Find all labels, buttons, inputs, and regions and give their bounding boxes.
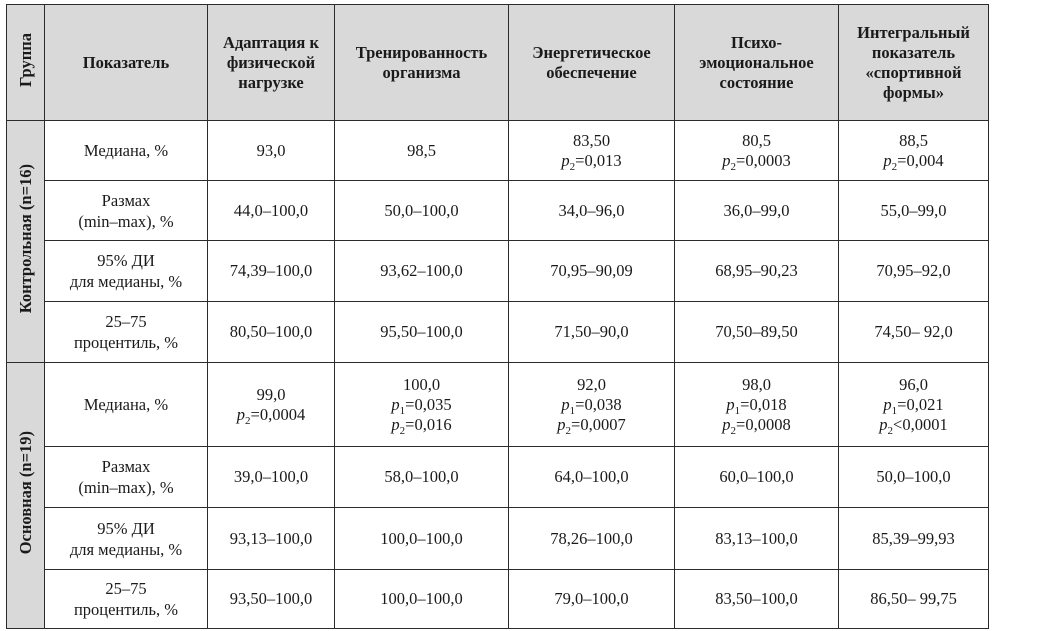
data-cell [675,508,839,570]
cell-value: 96,0 [899,374,928,394]
p-value [843,395,984,415]
row-label-line: для медианы, % [69,539,183,559]
data-cell [208,241,335,302]
cell-value: 95,50–100,0 [380,322,463,341]
data-cell [208,363,335,447]
row-label-line: для медианы, % [69,272,183,291]
cell-value: 100,0 [402,374,441,394]
p-symbol: p [561,394,570,414]
p-number: =0,016 [405,414,452,434]
cell-value: 36,0–99,0 [723,200,790,220]
row-label [45,241,208,302]
cell-value: 44,0–100,0 [233,200,309,220]
group-cell [7,121,45,363]
row-label-line: процентиль, % [73,333,179,352]
header-column-line: эмоциональное [699,52,814,72]
data-cell [839,363,989,447]
p-value [339,415,504,435]
p-subscript: 1 [734,404,741,417]
cell-value: 93,62–100,0 [380,261,463,280]
data-cell [675,363,839,447]
row-label-line: Медиана, % [83,395,169,414]
header-column-line: обеспечение [546,62,637,82]
p-subscript: 2 [730,160,737,173]
header-column-line: организма [382,62,461,82]
cell-value: 64,0–100,0 [554,467,629,486]
header-column-line: Психо- [730,32,783,52]
row-label-line: 95% ДИ [97,518,155,538]
row-label-line: 95% ДИ [97,251,155,270]
cell-value: 74,39–100,0 [229,261,313,280]
p-symbol: p [391,414,400,434]
table-header [7,5,989,121]
row-label-line: Размах [101,457,151,476]
p-symbol: p [236,404,246,424]
p-subscript: 2 [245,414,251,427]
p-value [843,415,984,435]
header-column-line: состояние [719,72,794,92]
cell-value: 80,5 [742,130,771,150]
cell-value: 60,0–100,0 [719,467,794,486]
data-cell [335,447,509,508]
group-name: Основная (n=19) [15,431,35,555]
cell-value: 34,0–96,0 [558,200,625,220]
header-column-line: Тренированность [355,42,488,62]
row-label [45,570,208,629]
p-value [843,151,984,171]
p-value [513,151,670,171]
p-value [679,151,834,171]
p-symbol: p [722,414,731,434]
cell-value: 70,95–92,0 [876,261,951,280]
data-cell [335,181,509,241]
p-symbol: p [883,394,892,414]
p-number: =0,018 [740,394,787,414]
p-subscript: 1 [569,404,576,417]
p-subscript: 2 [565,424,572,437]
p-number: =0,0007 [571,414,626,434]
data-cell [509,181,675,241]
data-cell [509,121,675,181]
data-cell [509,570,675,629]
cell-value: 50,0–100,0 [384,200,459,220]
table-row [7,241,989,302]
p-subscript: 2 [887,424,894,437]
data-cell [839,181,989,241]
data-cell [335,302,509,363]
group-cell [7,363,45,629]
cell-value: 71,50–90,0 [554,322,629,341]
p-number: =0,0008 [736,414,791,434]
cell-value: 55,0–99,0 [880,200,947,220]
row-label-line: (min–max), % [78,211,174,231]
cell-value: 83,50–100,0 [715,589,798,608]
p-symbol: p [722,150,731,170]
p-subscript: 2 [891,160,898,173]
header-column-line: формы» [883,82,944,102]
header-column-line: «спортивной [865,62,962,82]
p-value [212,405,330,425]
row-label [45,302,208,363]
row-label [45,508,208,570]
row-label [45,121,208,181]
p-value [513,415,670,435]
row-label-line: процентиль, % [73,600,179,619]
cell-value: 85,39–99,93 [872,528,955,548]
table-row [7,302,989,363]
p-subscript: 2 [730,424,737,437]
cell-value: 79,0–100,0 [554,589,629,608]
row-label-line: 25–75 [105,312,147,331]
row-label [45,181,208,241]
results-table [6,4,989,629]
group-name: Контрольная (n=16) [15,164,35,314]
cell-value: 83,13–100,0 [715,528,798,548]
cell-value: 39,0–100,0 [233,467,309,486]
table-row [7,570,989,629]
cell-value: 80,50–100,0 [229,322,313,341]
data-cell [208,181,335,241]
p-number: =0,038 [575,394,622,414]
table-body [7,121,989,629]
data-cell [335,241,509,302]
p-symbol: p [879,414,888,434]
header-row [7,5,989,121]
data-cell [509,363,675,447]
table-row [7,121,989,181]
p-subscript: 1 [891,404,898,417]
data-cell [675,570,839,629]
data-cell [675,447,839,508]
cell-value: 93,50–100,0 [229,589,313,608]
p-number: =0,0004 [250,404,306,424]
data-cell [675,241,839,302]
row-label-line: Медиана, % [83,141,169,160]
cell-value: 70,50–89,50 [715,322,798,341]
table-row [7,181,989,241]
data-cell [839,447,989,508]
data-cell [335,570,509,629]
data-cell [208,508,335,570]
p-value [679,415,834,435]
row-label-line: Размах [101,190,151,210]
header-column-line: Энергетическое [532,42,651,62]
data-cell [675,181,839,241]
cell-value: 58,0–100,0 [384,467,459,486]
row-label [45,363,208,447]
cell-value: 50,0–100,0 [876,467,951,486]
p-symbol: p [726,394,735,414]
table-row [7,363,989,447]
data-cell [509,302,675,363]
p-value [339,395,504,415]
cell-value: 99,0 [256,384,286,404]
data-cell [839,508,989,570]
table-row [7,508,989,570]
cell-value: 93,13–100,0 [229,528,313,548]
data-cell [335,508,509,570]
cell-value: 93,0 [256,140,286,160]
header-indicator: Показатель [45,5,208,121]
p-symbol: p [557,414,566,434]
data-cell [839,241,989,302]
row-label-line: (min–max), % [78,478,174,497]
p-symbol: p [883,150,892,170]
header-column-line: Интегральный [857,22,970,42]
header-column [675,5,839,121]
header-column [335,5,509,121]
data-cell [839,121,989,181]
p-subscript: 2 [399,424,406,437]
data-cell [335,363,509,447]
p-value [679,395,834,415]
p-value [513,395,670,415]
data-cell [208,121,335,181]
header-column-line: физической [226,52,316,72]
header-column-line: показатель [871,42,956,62]
row-label-line: 25–75 [105,579,147,598]
data-cell [509,447,675,508]
cell-value: 100,0–100,0 [380,589,463,608]
table-row [7,447,989,508]
p-subscript: 1 [399,404,406,417]
header-group: Группа [7,5,45,121]
cell-value: 98,5 [407,140,436,160]
p-number: =0,0003 [736,150,791,170]
cell-value: 98,0 [742,374,771,394]
data-cell [335,121,509,181]
p-number: =0,004 [897,150,944,170]
row-label [45,447,208,508]
cell-value: 83,50 [572,130,611,150]
cell-value: 78,26–100,0 [550,528,633,548]
header-column [839,5,989,121]
cell-value: 74,50– 92,0 [874,322,953,341]
data-cell [509,241,675,302]
p-number: <0,0001 [893,414,948,434]
data-cell [208,447,335,508]
data-cell [839,302,989,363]
cell-value: 88,5 [899,130,928,150]
cell-value: 86,50– 99,75 [870,589,957,608]
data-cell [509,508,675,570]
p-number: =0,013 [575,150,622,170]
cell-value: 100,0–100,0 [380,528,463,548]
p-number: =0,021 [897,394,944,414]
cell-value: 92,0 [577,374,606,394]
data-cell [675,121,839,181]
header-column [509,5,675,121]
data-cell [208,302,335,363]
p-subscript: 2 [569,160,576,173]
p-symbol: p [561,150,570,170]
p-number: =0,035 [405,394,452,414]
data-cell [208,570,335,629]
data-cell [839,570,989,629]
header-column-line: нагрузке [238,72,304,92]
data-cell [675,302,839,363]
header-column [208,5,335,121]
p-symbol: p [391,394,400,414]
cell-value: 70,95–90,09 [550,261,633,280]
header-column-line: Адаптация к [223,32,319,52]
cell-value: 68,95–90,23 [715,261,798,280]
